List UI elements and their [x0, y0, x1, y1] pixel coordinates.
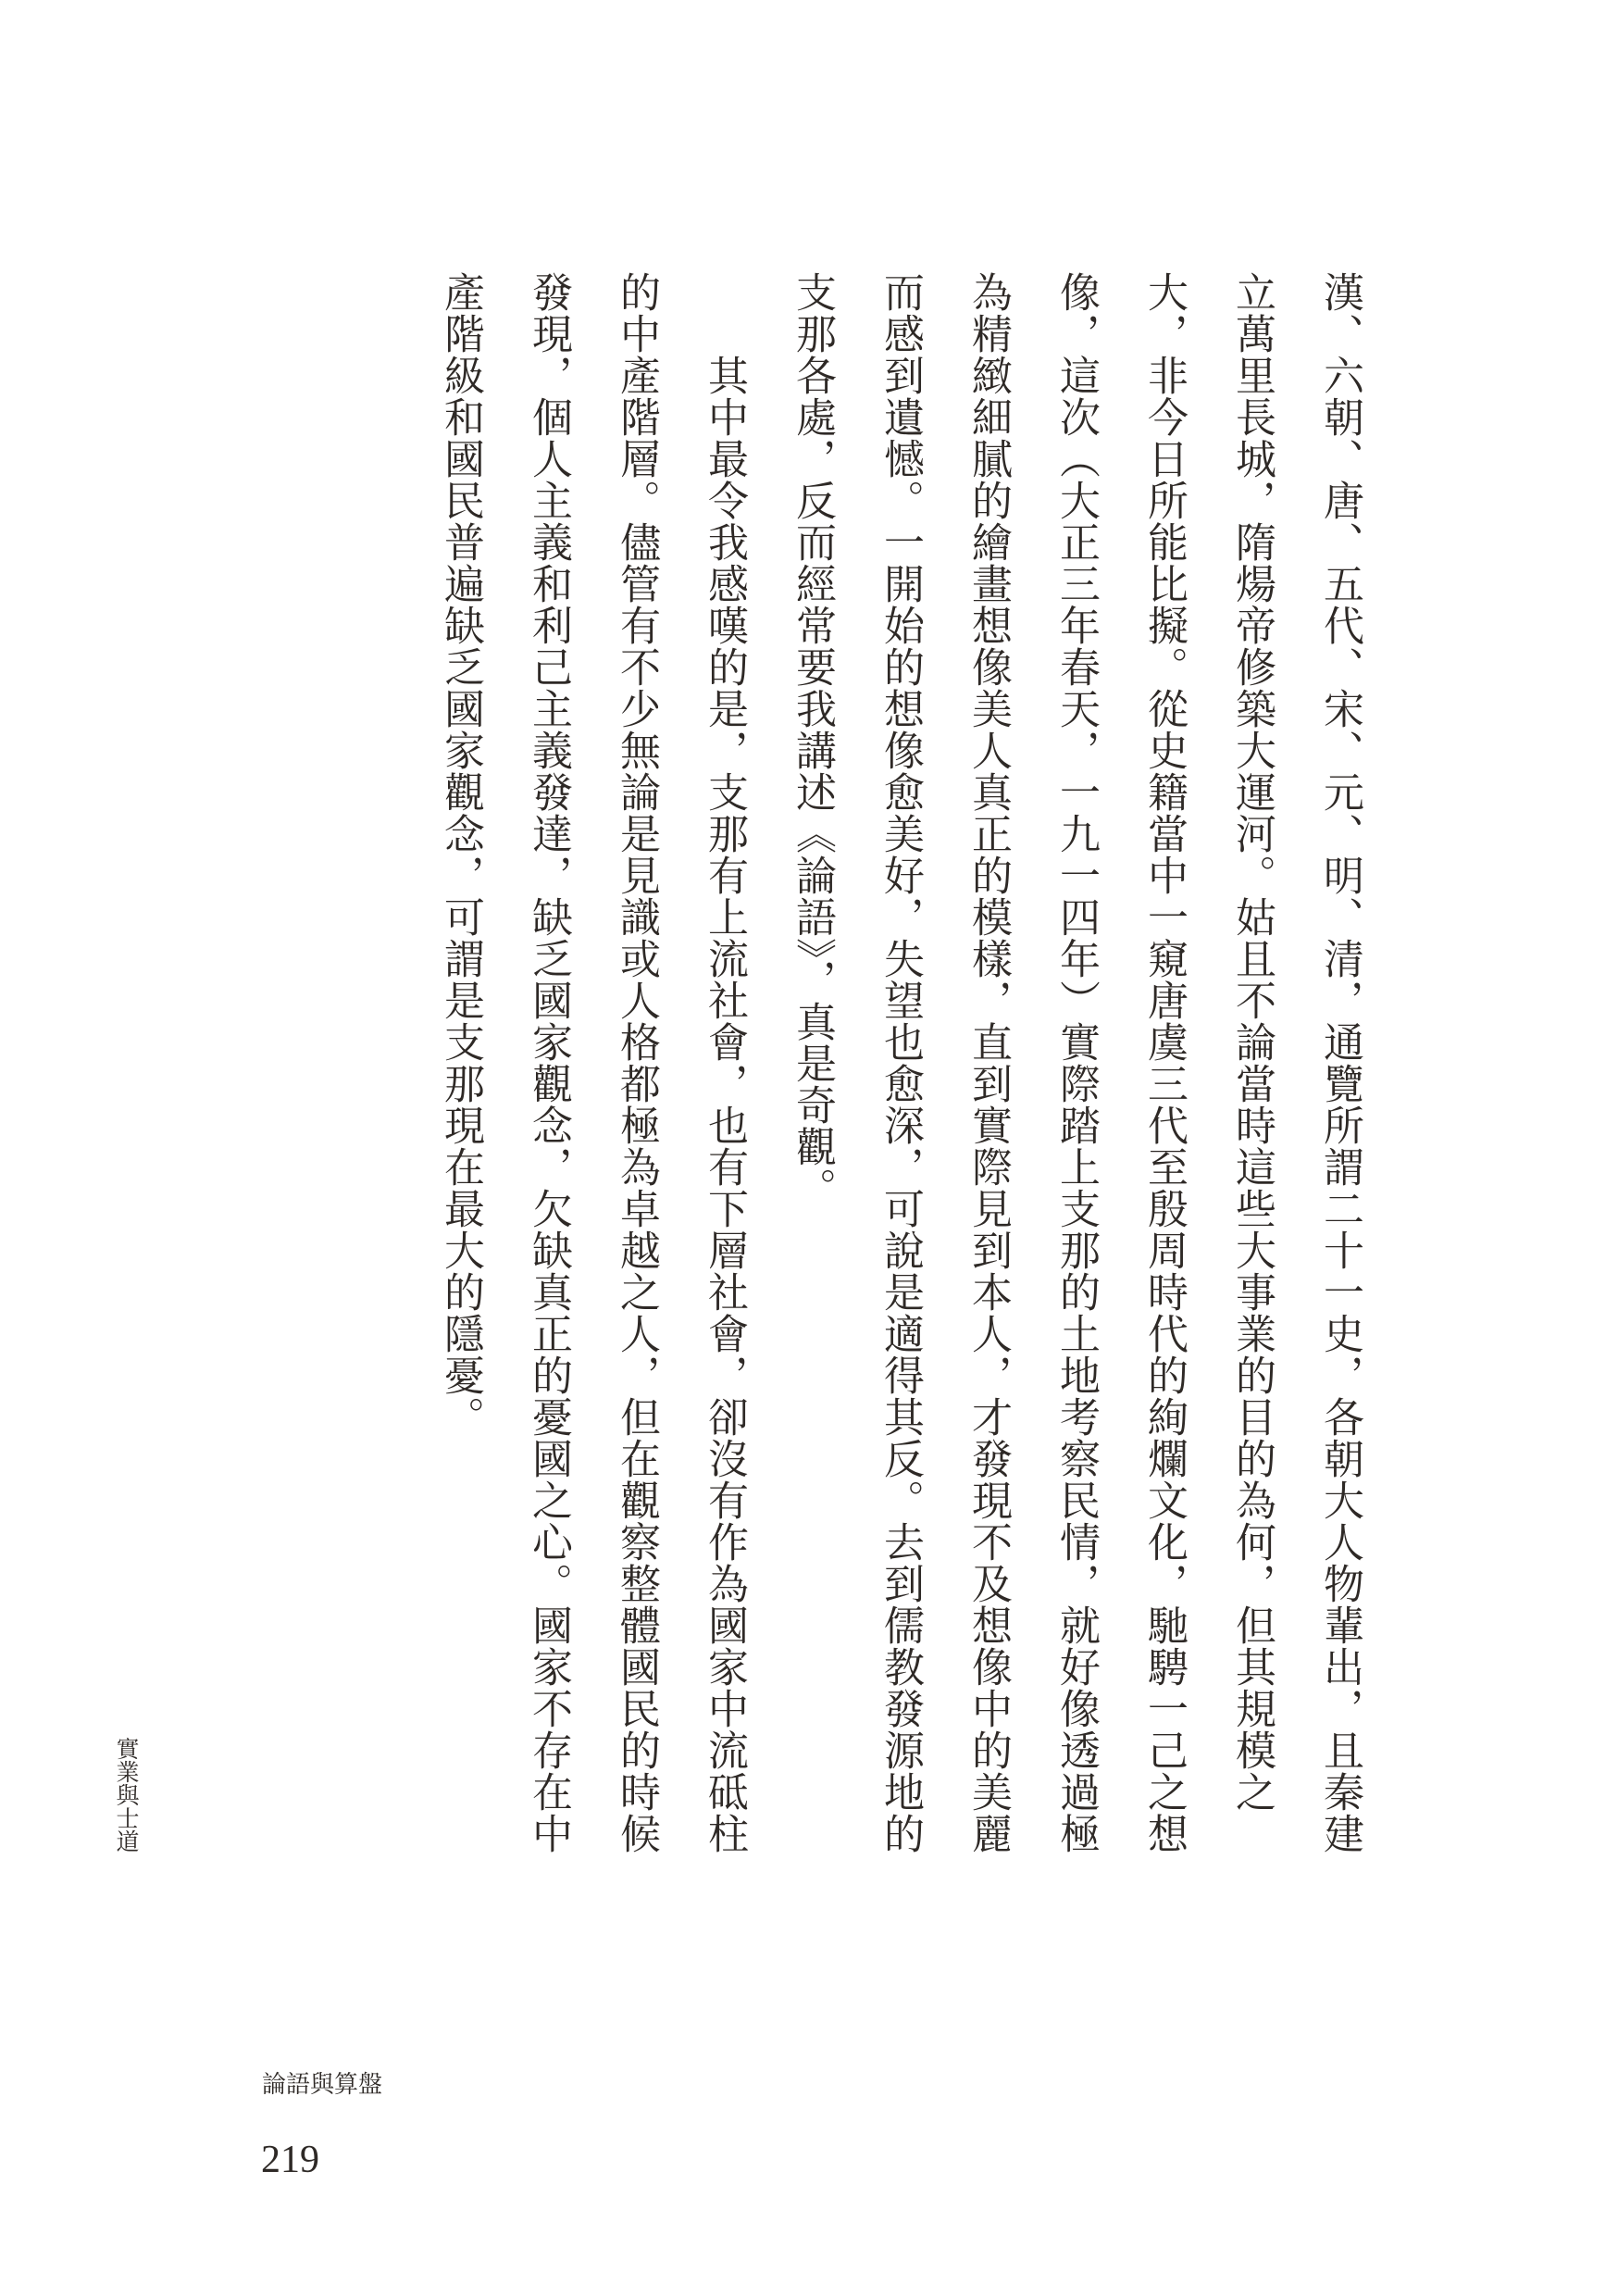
page-number: 219 — [261, 2139, 319, 2181]
text-column-9: 的中產階層。儘管有不少無論是見識或人格都極為卓越之人，但在觀察整體國民的時候 — [614, 271, 659, 1854]
text-column-8: 其中最令我感嘆的是，支那有上流社會，也有下層社會，卻沒有作為國家中流砥柱 — [702, 271, 747, 1854]
text-column-7: 支那各處，反而經常要我講述《論語》，真是奇觀。 — [790, 271, 835, 1209]
main-text-block — [417, 271, 1384, 1860]
text-column-11: 產階級和國民普遍缺乏國家觀念，可謂是支那現在最大的隱憂。 — [438, 271, 483, 1438]
text-column-2: 立萬里長城，隋煬帝修築大運河。姑且不論當時這些大事業的目的為何，但其規模之 — [1229, 271, 1275, 1813]
footer-book-title: 論語與算盤 — [262, 2071, 383, 2098]
text-column-5: 為精緻細膩的繪畫想像美人真正的模樣，直到實際見到本人，才發現不及想像中的美麗 — [965, 271, 1011, 1854]
text-column-3: 大，非今日所能比擬。從史籍當中一窺唐虞三代至殷周時代的絢爛文化，馳騁一己之想 — [1141, 271, 1187, 1854]
text-column-4: 像，這次（大正三年春天，一九一四年）實際踏上支那的土地考察民情，就好像透過極 — [1053, 271, 1099, 1854]
text-column-6: 而感到遺憾。一開始的想像愈美好，失望也愈深，可說是適得其反。去到儒教發源地的 — [877, 271, 923, 1854]
text-column-10: 發現，個人主義和利己主義發達，缺乏國家觀念，欠缺真正的憂國之心。國家不存在中 — [526, 271, 571, 1854]
chapter-running-head: 實業與士道 — [113, 1737, 138, 1853]
text-column-1: 漢、六朝、唐、五代、宋、元、明、清，通覽所謂二十一史，各朝大人物輩出，且秦建 — [1317, 271, 1363, 1854]
